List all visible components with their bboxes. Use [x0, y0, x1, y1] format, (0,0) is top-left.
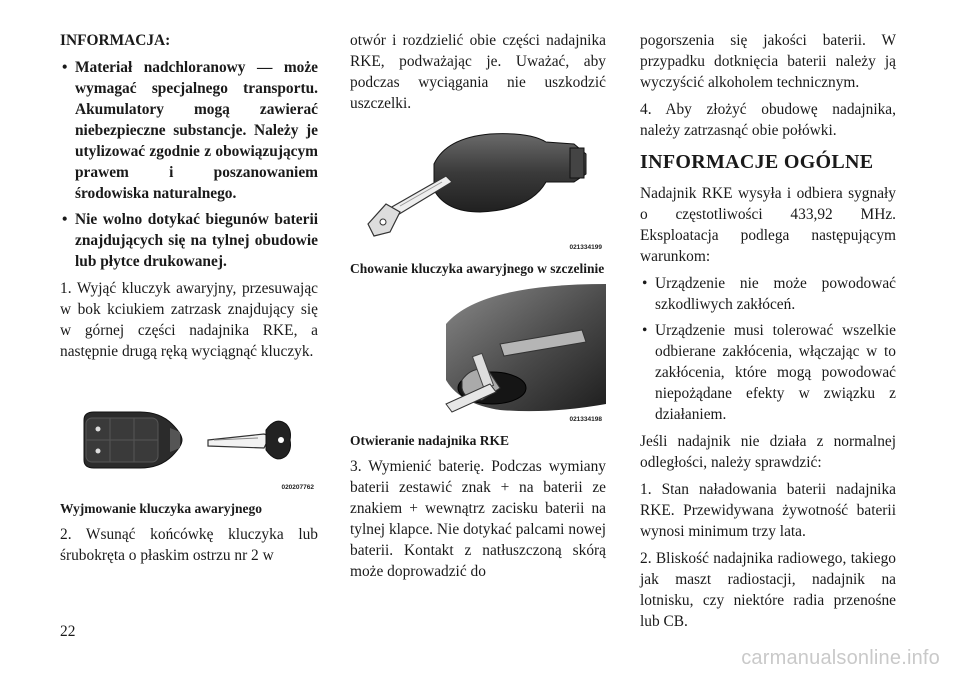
watermark: carmanualsonline.info: [741, 647, 940, 669]
key-fob-illustration: [60, 368, 318, 500]
step-1-text: 1. Wyjąć kluczyk awaryjny, przesuwając w bok kciukiem zatrzask znajdujący się w górnej części nadajnika RKE, a następnie drugą ręką wyciągnąć kluczyk.: [60, 280, 318, 360]
figure-caption-emergency-key: Wyjmowanie kluczyka awaryjnego: [60, 501, 262, 516]
figure-caption-key-slot: Chowanie kluczyka awaryjnego w szczelinie: [350, 261, 605, 276]
warning-list: [60, 57, 318, 272]
figure-code: 021334198: [569, 416, 602, 423]
step-4-text: 4. Aby złożyć obudowę nadajnika, należy zatrzasnąć obie połówki.: [640, 101, 896, 139]
step-3-continued: pogorszenia się jakości baterii. W przypadku dotknięcia baterii należy ją wyczyścić alkoholem technicznym.: [640, 32, 896, 91]
condition-item: • Urządzenie musi tolerować wszelkie odbierane zakłócenia, włączając w to zakłócenia, które mogą powodować niepożądane efekty w związku z działaniem.: [640, 320, 896, 425]
page-number: 22: [60, 623, 76, 640]
step-2-text: 2. Wsunąć końcówkę kluczyka lub śrubokręta o płaskim ostrzu nr 2 w: [60, 526, 318, 564]
step-2-continued: otwór i rozdzielić obie części nadajnika RKE, podważając je. Uważać, aby podczas wyciągania nie uszkodzić uszczelki.: [350, 32, 606, 112]
figure-caption-opening: Otwieranie nadajnika RKE: [350, 433, 510, 448]
column-right: [640, 30, 896, 638]
figure-key-in-slot: [350, 120, 606, 260]
intro-paragraph: Nadajnik RKE wysyła i odbiera sygnały o częstotliwości 433,92 MHz. Eksploatacja podlega następującym warunkom:: [640, 185, 896, 265]
column-left: [60, 30, 318, 572]
check-item-1: 1. Stan naładowania baterii nadajnika RKE. Przewidywana żywotność baterii wynosi minimum trzy lata.: [640, 481, 896, 540]
figure-emergency-key-removal: [60, 368, 318, 500]
info-heading: INFORMACJA:: [60, 32, 171, 49]
condition-item: • Urządzenie nie może powodować szkodliwych zakłóceń.: [640, 273, 896, 315]
figure-code: 020207762: [281, 484, 314, 491]
column-middle: [350, 30, 606, 588]
figure-opening-transmitter: [350, 284, 606, 432]
warning-item-battery-poles: • Nie wolno dotykać biegunów baterii znajdujących się na tylnej obudowie lub płytce drukowanej.: [60, 209, 318, 272]
warning-item-perchlorate: • Materiał nadchloranowy — może wymagać specjalnego transportu. Akumulatory mogą zawierać niebezpieczne substancje. Należy je utylizować zgodnie z obowiązującym prawem i poszanowaniem środowiska naturalnego.: [60, 57, 318, 204]
check-item-2: 2. Bliskość nadajnika radiowego, takiego jak maszt radiostacji, nadajnik na lotnisku, czy niektóre radia przenośne lub CB.: [640, 550, 896, 630]
step-3-text: 3. Wymienić baterię. Podczas wymiany baterii zestawić znak + na baterii ze znakiem + wewnątrz zacisku baterii na tylnej klapce. Nie dotykać palcami nowej baterii. Kontakt z natłuszczoną skórą może doprowadzić do: [350, 458, 606, 580]
conditions-list: [640, 273, 896, 425]
check-intro: Jeśli nadajnik nie działa z normalnej odległości, należy sprawdzić:: [640, 433, 896, 471]
section-heading: INFORMACJE OGÓLNE: [640, 151, 874, 173]
transmitter-opening-illustration: [350, 284, 606, 432]
figure-code: 021334199: [569, 244, 602, 251]
key-slot-illustration: [350, 120, 606, 260]
